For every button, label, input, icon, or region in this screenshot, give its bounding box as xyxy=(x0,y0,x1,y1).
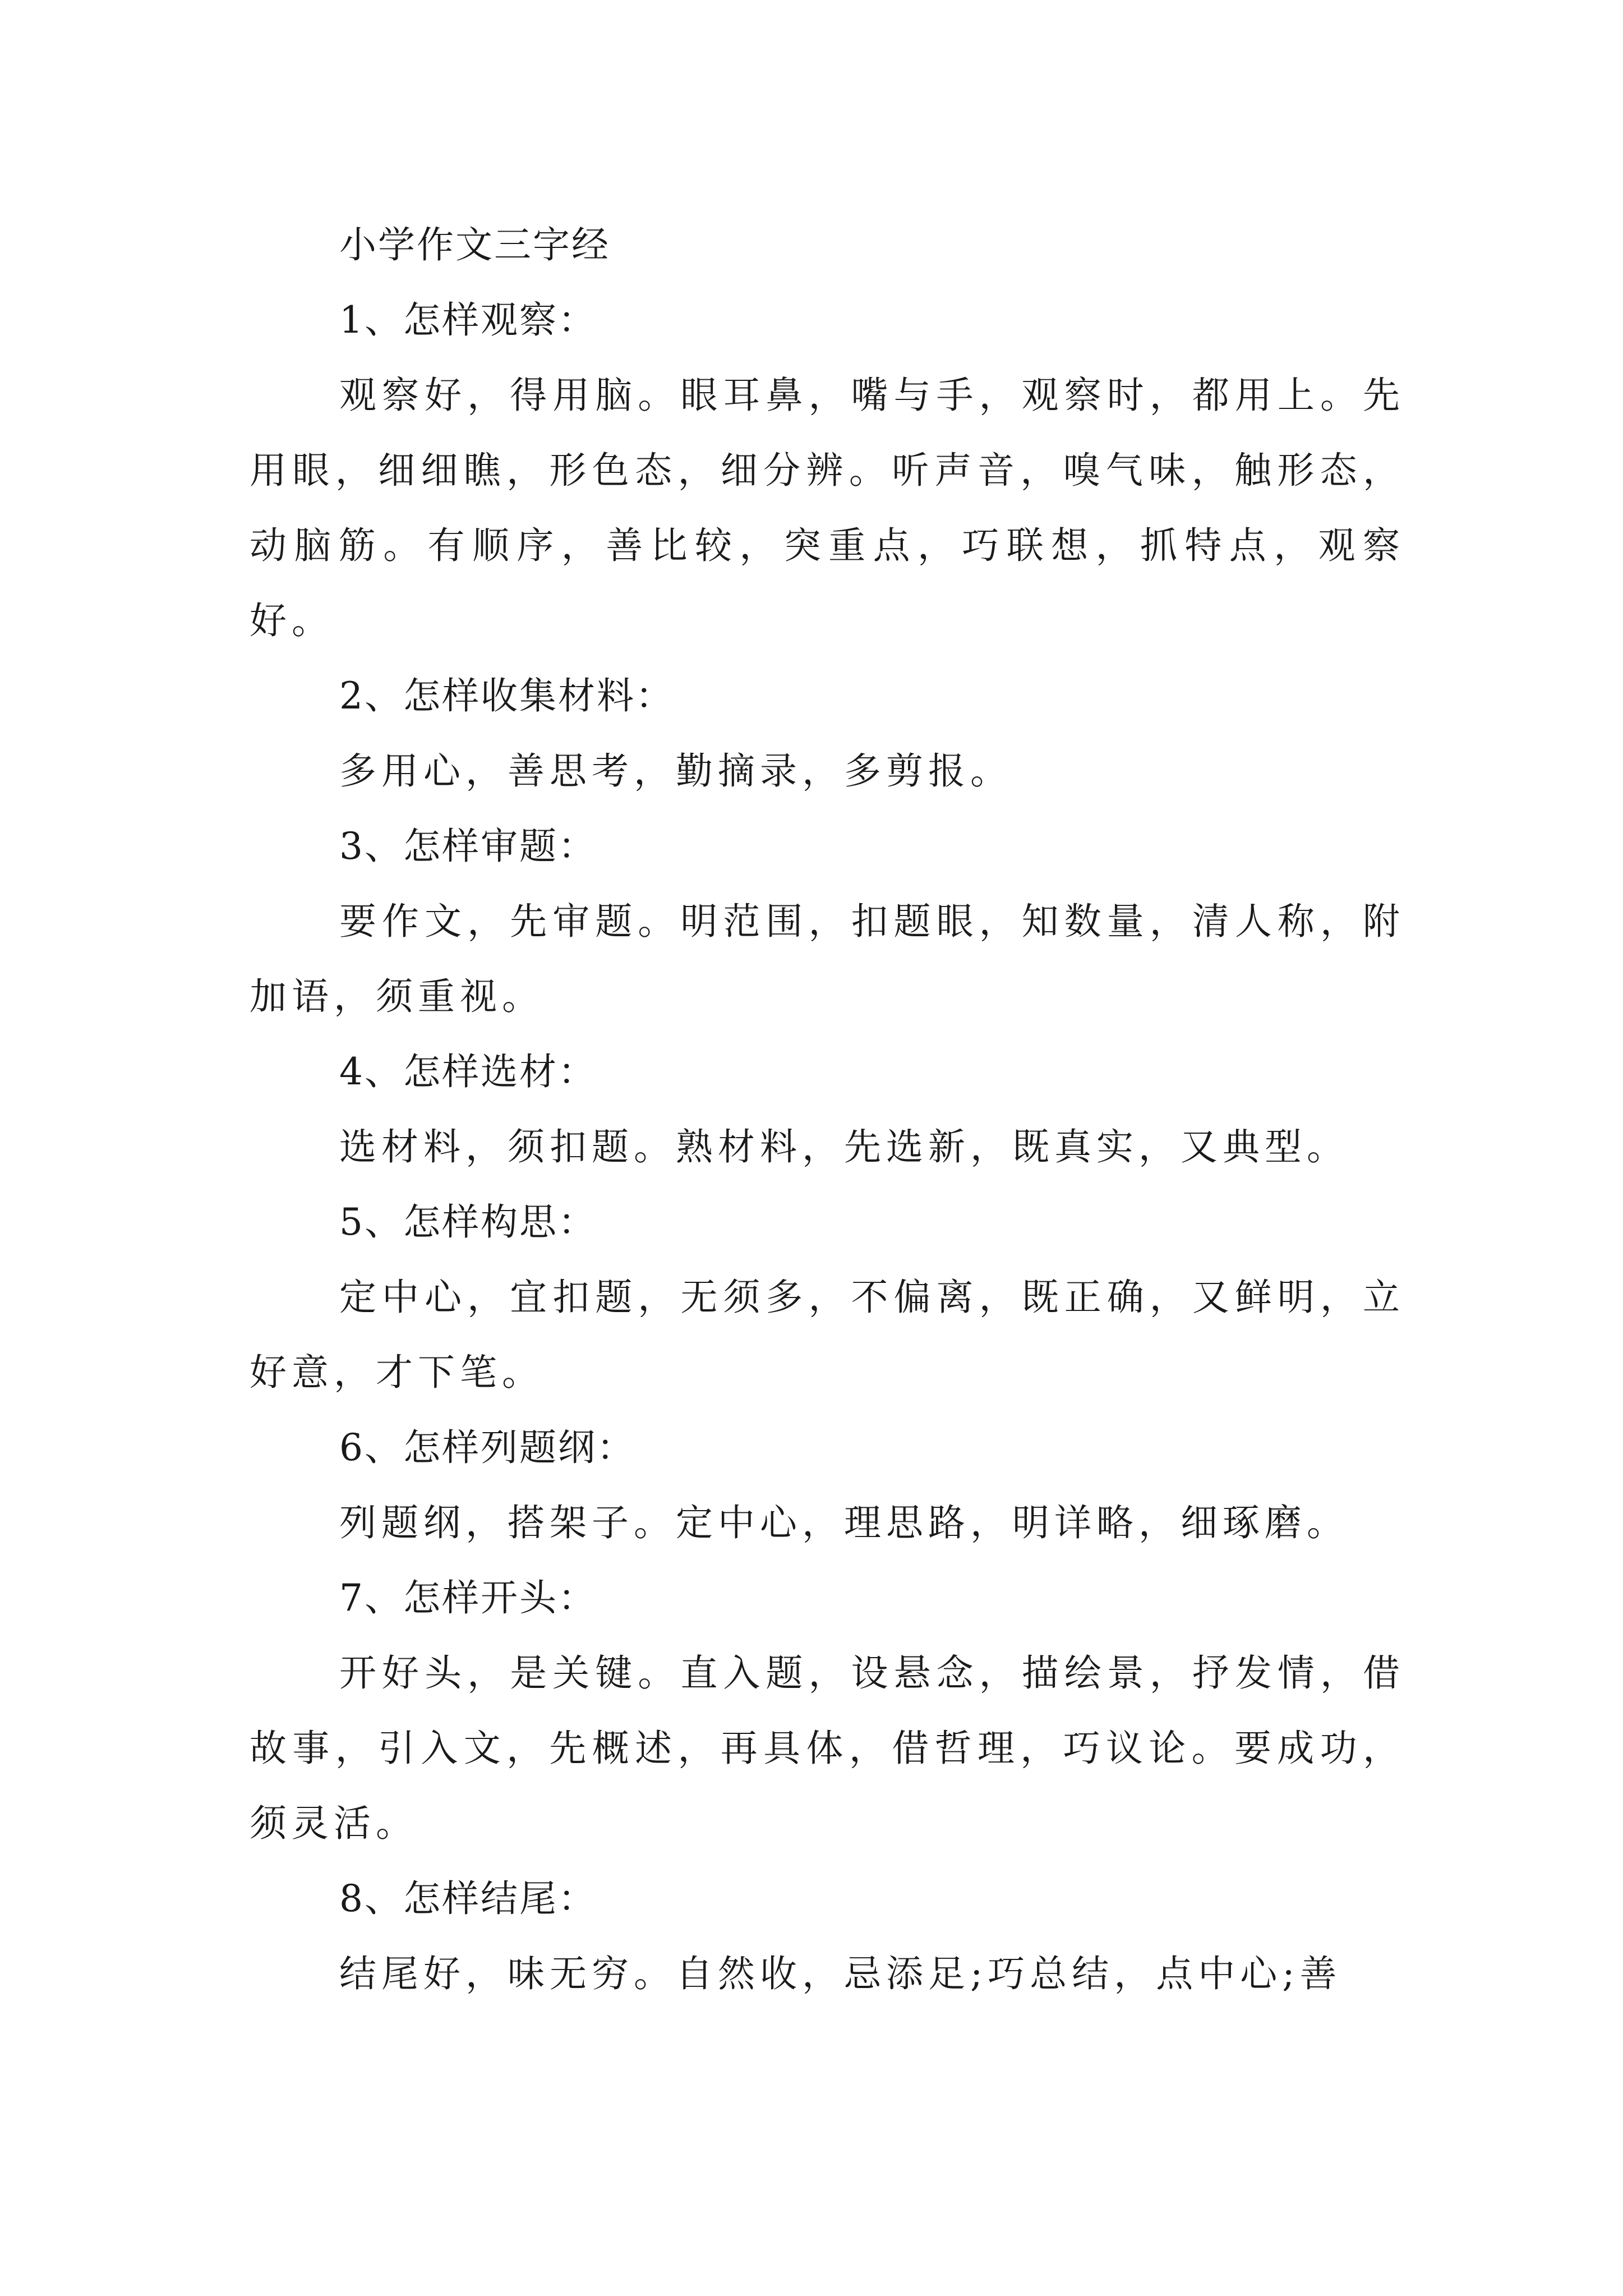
section-paragraph: 列题纲，搭架子。定中心，理思路，明详略，细琢磨。 xyxy=(339,1501,1349,1544)
section-heading: 7、怎样开头： xyxy=(339,1576,597,1619)
section-paragraph: 多用心，善思考，勤摘录，多剪报。 xyxy=(339,749,1012,793)
section-paragraph: 要作文，先审题。明范围，扣题眼，知数量，清人称，附加语，须重视。 xyxy=(250,900,1405,1018)
section-paragraph: 结尾好，味无穷。自然收，忌添足;巧总结，点中心;善 xyxy=(339,1952,1342,1995)
section-paragraph: 选材料，须扣题。熟材料，先选新，既真实，又典型。 xyxy=(339,1125,1349,1168)
section-heading: 8、怎样结尾： xyxy=(339,1877,597,1920)
document-body xyxy=(250,208,1405,2012)
section-paragraph: 开好头，是关键。直入题，设悬念，描绘景，抒发情，借故事，引入文，先概述，再具体，借哲理，巧议论。要成功，须灵活。 xyxy=(250,1651,1405,1845)
section-paragraph: 定中心，宜扣题，无须多，不偏离，既正确，又鲜明，立好意，才下笔。 xyxy=(250,1276,1405,1394)
section-heading: 6、怎样列题纲： xyxy=(339,1426,635,1469)
section-heading: 1、怎样观察： xyxy=(339,298,597,342)
section-heading: 2、怎样收集材料： xyxy=(339,674,674,717)
document-title: 小学作文三字经 xyxy=(339,223,610,266)
section-paragraph: 观察好，得用脑。眼耳鼻，嘴与手，观察时，都用上。先用眼，细细瞧，形色态，细分辨。听声音，嗅气味，触形态，动脑筋。有顺序，善比较，突重点，巧联想，抓特点，观察好。 xyxy=(250,374,1405,642)
section-heading: 4、怎样选材： xyxy=(339,1050,597,1093)
section-heading: 3、怎样审题： xyxy=(339,825,597,868)
section-heading: 5、怎样构思： xyxy=(339,1200,597,1244)
